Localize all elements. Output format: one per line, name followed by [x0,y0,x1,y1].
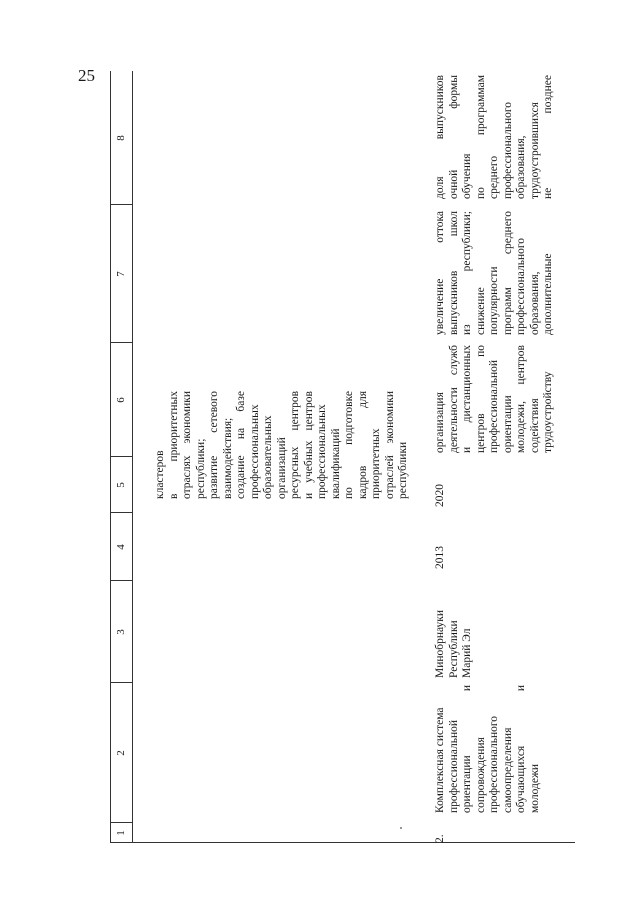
text-line: из республики; [461,211,473,335]
text-line: и дистанционных [461,345,473,453]
text-line: сопровождения [474,737,487,813]
text-line: республики; [194,438,207,499]
text-line: молодежи [528,763,541,813]
column-number: 6 [115,397,127,403]
text-line: профессионального [501,101,514,199]
text-line: кластеров [154,450,166,499]
text-line: Минобрнауки [434,609,446,678]
text-line: профессиональной [488,359,500,453]
text-line: профессионального [488,715,500,813]
row2-end-year: 2020 [434,484,446,507]
column-number: 7 [115,271,127,277]
text-line: приоритетных [370,428,382,499]
text-line: выпускников школ [447,211,460,335]
text-line: профессиональных [316,404,328,499]
text-line: Республики [447,620,460,678]
text-line: дополнительные [542,253,554,335]
column-number: 4 [115,544,127,550]
column-number: 1 [115,830,127,836]
col-3 [110,581,575,683]
col-1 [110,823,575,843]
text-line: содействия [528,398,541,453]
text-line: образования, [515,135,527,199]
row-number: 2. [434,834,446,843]
text-line: доля выпускников [434,75,446,199]
text-line: организаций [275,437,288,499]
text-line: Комплексная система [434,707,446,813]
row2-executor [434,582,475,678]
text-line: очной формы [447,75,460,199]
text-line: квалификаций [329,428,342,499]
text-line: республики [397,441,409,499]
row2-measures [434,345,556,453]
page-number: 25 [78,66,95,85]
column-number: 8 [115,135,127,141]
text-line: ориентации [501,395,514,453]
row2-start-year: 2013 [434,546,446,569]
continuation-measures [154,391,411,499]
text-line: молодежи, центров [515,345,527,453]
text-line: по программам [474,75,487,199]
text-line: трудоустройству [542,371,554,453]
text-line: центров по [474,345,487,453]
text-line: организация [434,392,446,453]
text-line: образования, [528,271,541,335]
text-line: профессионального [515,237,527,335]
text-line: программ среднего [501,211,514,335]
program-table [110,71,575,843]
text-line: профессиональных [248,404,261,499]
text-line: Марий Эл [461,628,473,678]
text-line: не позднее [542,75,554,199]
text-line: и учебных центров [302,391,315,499]
text-line: развитие сетевого [208,391,220,499]
text-line: образовательных [262,415,274,499]
text-line: по подготовке [343,391,355,499]
col-4 [110,513,575,581]
text-line: кадров для [356,391,369,499]
text-line: трудоустроившихся [528,102,541,199]
text-line: популярности [488,266,500,335]
column-number: 5 [115,482,127,488]
text-line: деятельности служб [447,345,460,453]
column-number: 2 [115,750,127,756]
text-line: профессиональной [447,719,460,813]
text-line: отраслей экономики [383,391,396,499]
text-line: ориентации и [461,685,473,813]
text-line: создание на базе [235,391,247,499]
text-line: обучения [461,153,473,199]
row2-name [434,685,542,813]
text-line: обучающихся и [515,685,527,813]
text-line: среднего [488,155,500,199]
column-number: 3 [115,629,127,635]
text-line: самоопределения [501,727,514,813]
text-line: увеличение оттока [434,211,446,335]
text-line: ресурсных центров [289,391,301,499]
text-line: снижение [474,287,487,335]
text-line: отраслях экономики [181,391,193,499]
text-line: взаимодействия; [221,417,234,499]
text-line: в приоритетных [167,391,180,499]
row2-indicators [434,75,556,199]
row2-results [434,211,556,335]
